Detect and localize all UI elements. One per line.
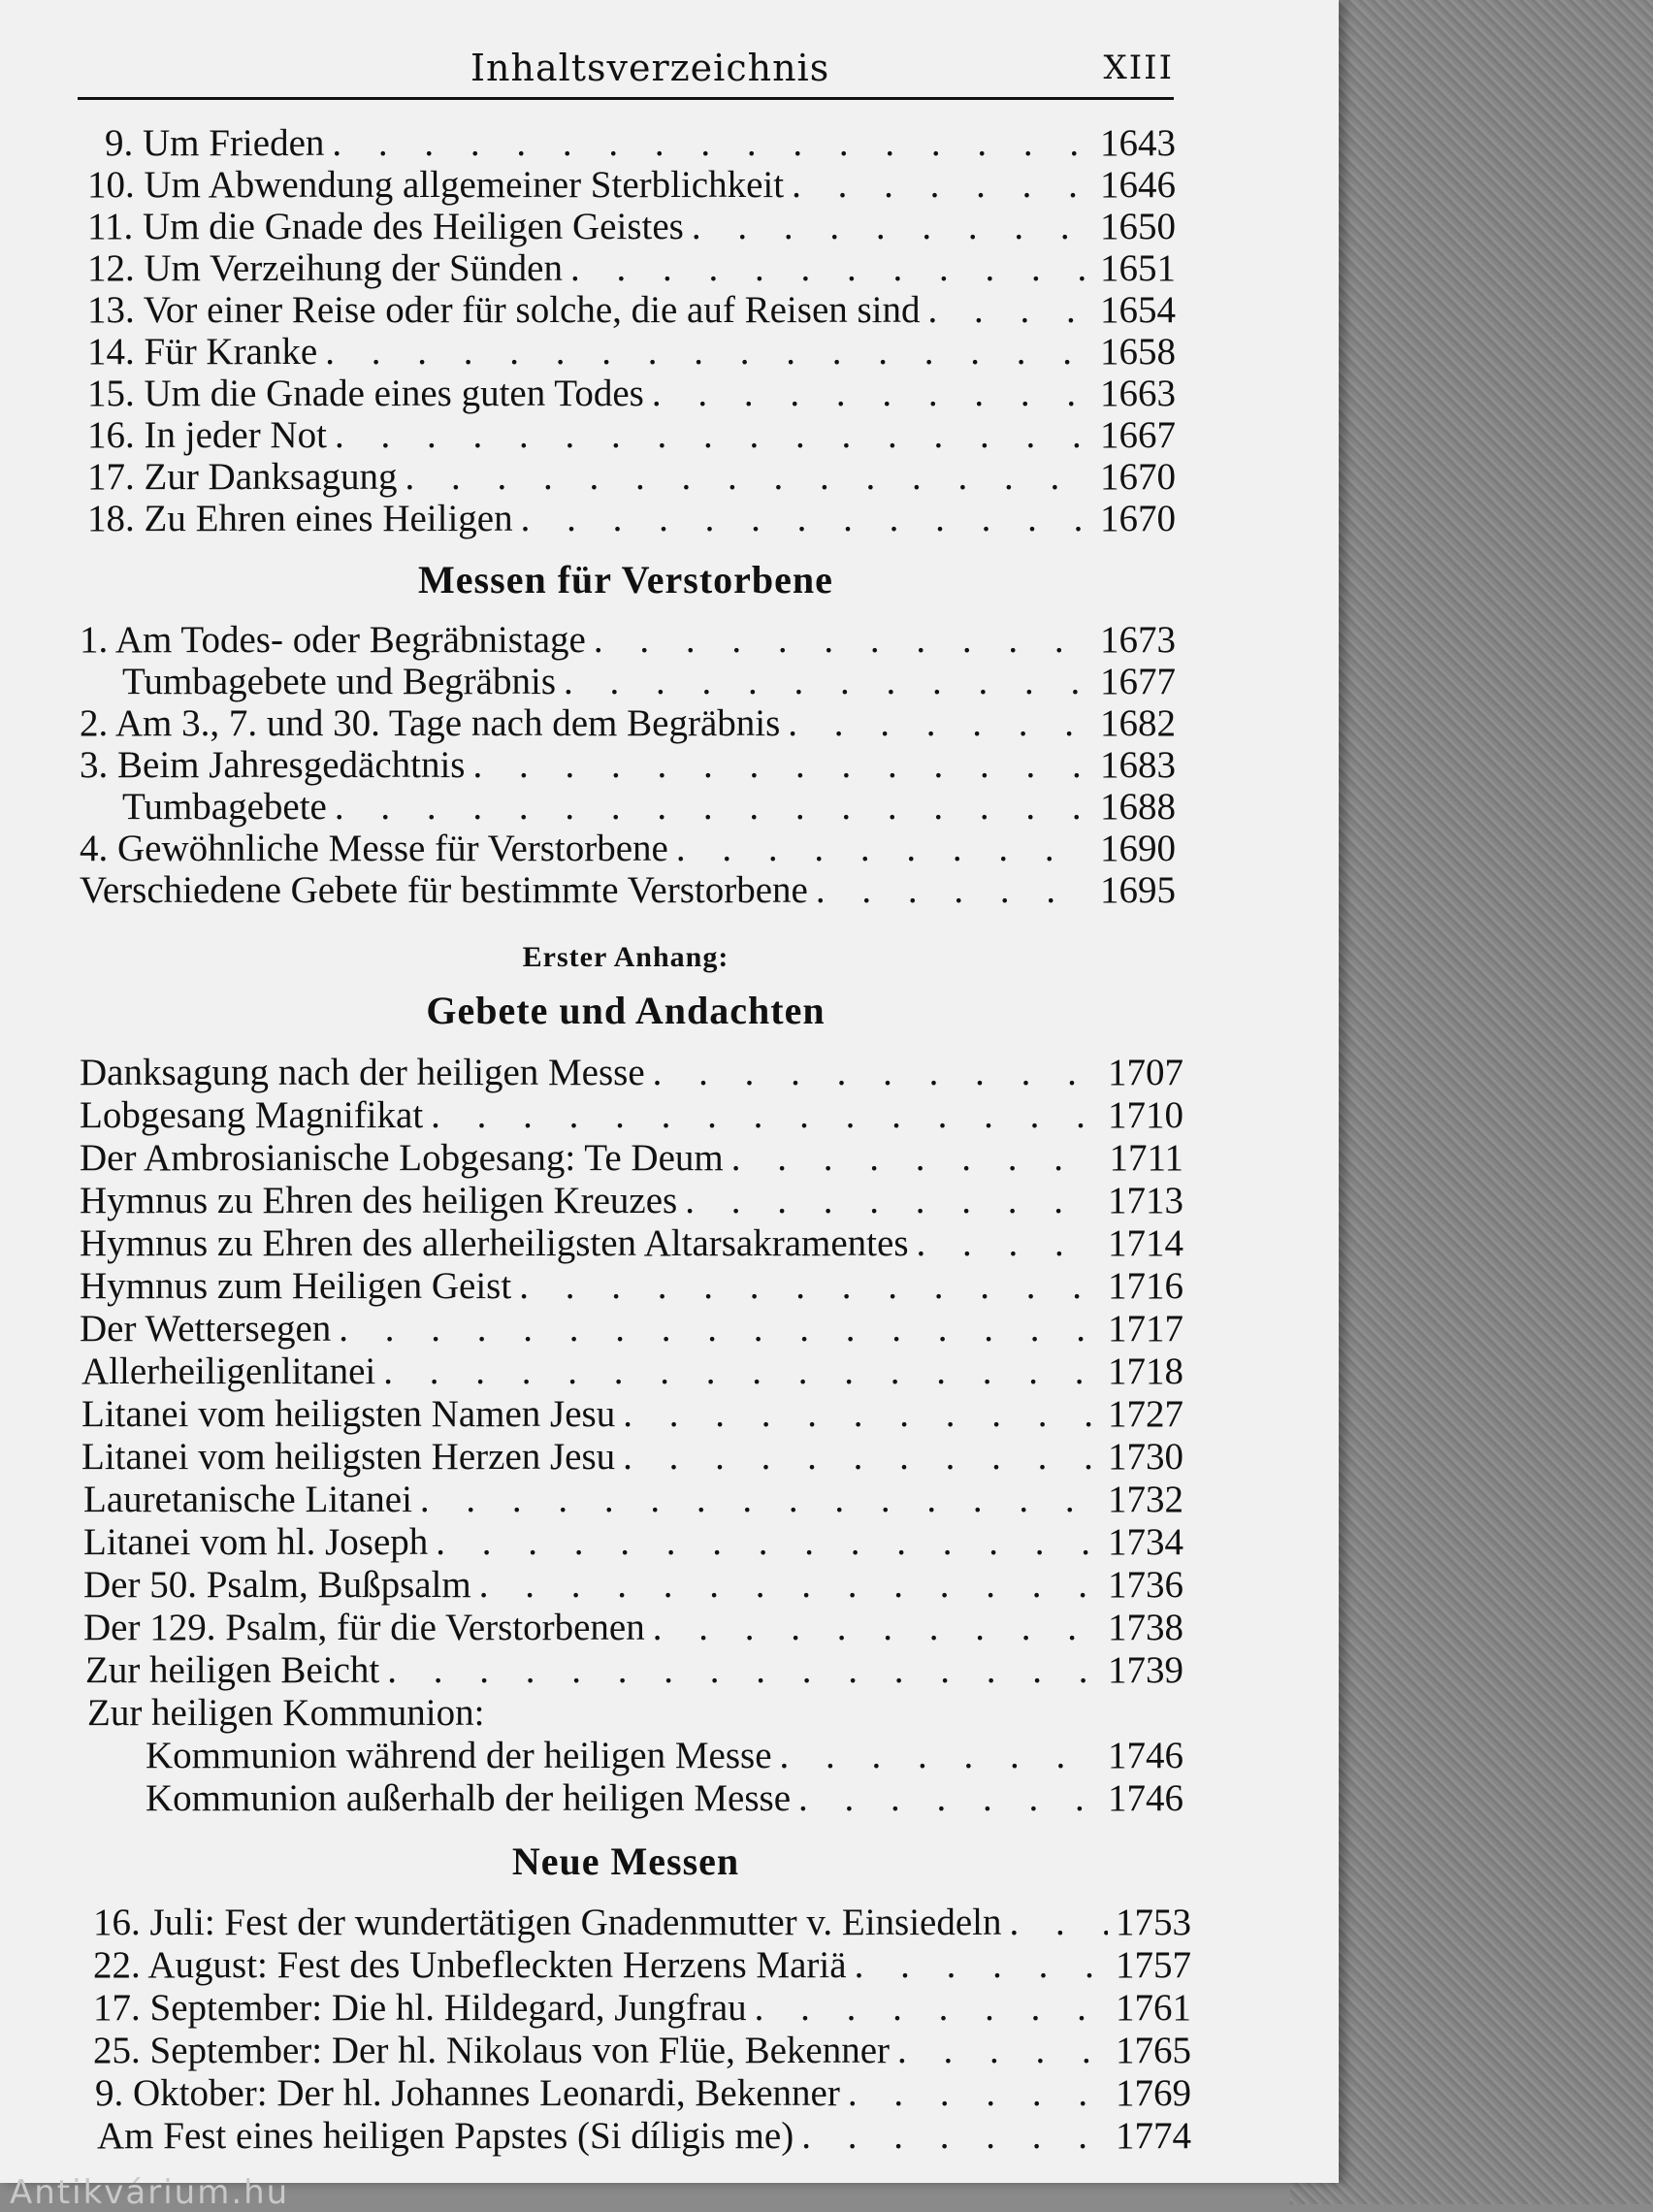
entry-title: 1. Am Todes- oder Begräbnistage <box>80 619 586 661</box>
toc-entry <box>80 1051 1183 1091</box>
section-heading: Neue Messen <box>511 1839 740 1883</box>
entry-page: 1753 <box>1116 1902 1191 1943</box>
toc-entry <box>81 1350 1183 1390</box>
leader-dots <box>570 246 1092 290</box>
entry-title: Allerheiligenlitanei <box>81 1350 376 1392</box>
leader-dots <box>387 1648 1100 1692</box>
entry-page: 1670 <box>1100 498 1176 539</box>
entry-page: 1739 <box>1108 1649 1183 1691</box>
leader-dots <box>420 1478 1100 1521</box>
toc-entry <box>80 1093 1183 1134</box>
entry-page: 1716 <box>1108 1265 1183 1307</box>
toc-entry <box>80 743 1176 784</box>
toc-entry <box>87 1691 1183 1732</box>
toc-entry <box>80 1179 1183 1220</box>
toc-entry <box>83 1478 1183 1518</box>
leader-dots <box>653 1606 1100 1649</box>
leader-dots <box>801 2114 1108 2158</box>
entry-page: 1711 <box>1109 1137 1183 1179</box>
entry-title: 16. Juli: Fest der wundertätigen Gnadenmutter v. Einsiedeln <box>93 1902 1002 1943</box>
toc-entry <box>80 827 1176 867</box>
toc-entry <box>80 618 1176 659</box>
toc-entry <box>87 288 1176 329</box>
entry-page: 1736 <box>1108 1564 1183 1606</box>
toc-entry <box>87 413 1176 454</box>
entry-title: 4. Gewöhnliche Messe für Verstorbene <box>80 828 668 869</box>
entry-page: 1714 <box>1108 1222 1183 1264</box>
toc-entry <box>146 1776 1183 1817</box>
entry-page: 1765 <box>1116 2030 1191 2071</box>
toc-entry <box>122 660 1176 700</box>
entry-page: 1718 <box>1108 1350 1183 1392</box>
toc-entry <box>80 1221 1183 1262</box>
entry-page: 1677 <box>1100 661 1176 702</box>
leader-dots <box>928 288 1092 332</box>
leader-dots <box>917 1221 1101 1265</box>
entry-page: 1654 <box>1100 289 1176 331</box>
entry-title: Kommunion außerhalb der heiligen Messe <box>146 1777 791 1819</box>
toc-entry <box>93 1901 1191 1941</box>
entry-title: 14. Für Kranke <box>87 331 318 373</box>
entry-title: Hymnus zu Ehren des heiligen Kreuzes <box>80 1180 678 1221</box>
entry-title: Kommunion während der heiligen Messe <box>146 1735 772 1776</box>
entry-title: 25. September: Der hl. Nikolaus von Flüe, Bekenner <box>93 2030 890 2071</box>
entry-page: 1761 <box>1116 1987 1191 2029</box>
leader-dots <box>792 163 1092 207</box>
leader-dots <box>335 413 1092 457</box>
entry-title: Verschiedene Gebete für bestimmte Verstorbene <box>80 869 808 911</box>
entry-title: Der Wettersegen <box>80 1308 332 1350</box>
leader-dots <box>685 1179 1100 1222</box>
entry-title: 9. Oktober: Der hl. Johannes Leonardi, Bekenner <box>95 2072 840 2114</box>
entry-page: 1658 <box>1100 331 1176 373</box>
toc-entry <box>87 205 1176 245</box>
leader-dots <box>519 1264 1100 1308</box>
leader-dots <box>897 2029 1108 2072</box>
entry-page: 1707 <box>1108 1052 1183 1093</box>
leader-dots <box>436 1520 1100 1564</box>
toc-entry <box>95 2071 1191 2112</box>
entry-title: 11. Um die Gnade des Heiligen Geistes <box>87 206 684 247</box>
entry-page: 1769 <box>1116 2072 1191 2114</box>
entry-page: 1682 <box>1100 702 1176 744</box>
toc-entry <box>81 1392 1183 1433</box>
entry-page: 1730 <box>1108 1436 1183 1478</box>
leader-dots <box>564 660 1092 703</box>
entry-page: 1774 <box>1116 2115 1191 2157</box>
leader-dots <box>623 1392 1100 1436</box>
entry-page: 1717 <box>1108 1308 1183 1350</box>
toc-entry <box>93 1943 1191 1984</box>
leader-dots <box>855 1943 1108 1987</box>
toc-entry <box>80 868 1176 909</box>
entry-title: Zur heiligen Beicht <box>85 1649 380 1691</box>
entry-title: 2. Am 3., 7. und 30. Tage nach dem Begräbnis <box>80 702 781 744</box>
entry-title: Hymnus zum Heiligen Geist <box>80 1265 512 1307</box>
watermark-text: Antikvárium.hu <box>10 2173 290 2212</box>
entry-page: 1643 <box>1100 122 1176 164</box>
entry-page: 1651 <box>1100 247 1176 289</box>
leader-dots <box>788 701 1092 745</box>
entry-title: 18. Zu Ehren eines Heiligen <box>87 498 513 539</box>
entry-title: Zur heiligen Kommunion: <box>87 1692 485 1734</box>
entry-page: 1713 <box>1108 1180 1183 1221</box>
leader-dots <box>731 1136 1102 1180</box>
entry-title: Lauretanische Litanei <box>83 1479 412 1520</box>
entry-page: 1732 <box>1108 1479 1183 1520</box>
toc-entry <box>87 330 1176 371</box>
toc-entry <box>80 1307 1183 1348</box>
leader-dots <box>692 205 1092 248</box>
entry-title: 22. August: Fest des Unbefleckten Herzens Mariä <box>93 1944 847 1986</box>
entry-title: Der 50. Psalm, Bußpsalm <box>83 1564 471 1606</box>
toc-entry <box>83 1520 1183 1561</box>
toc-entry <box>122 785 1176 826</box>
section-subheading: Erster Anhang: <box>522 941 729 973</box>
leader-dots <box>594 618 1092 662</box>
entry-page: 1695 <box>1100 869 1176 911</box>
entry-title: Tumbagebete <box>122 786 327 828</box>
toc-entry <box>87 372 1176 412</box>
entry-page: 1757 <box>1116 1944 1191 1986</box>
leader-dots <box>405 455 1092 499</box>
leader-dots <box>676 827 1092 870</box>
toc-entry <box>83 1606 1183 1646</box>
entry-page: 1710 <box>1108 1094 1183 1136</box>
leader-dots <box>1010 1901 1108 1944</box>
leader-dots <box>848 2071 1108 2115</box>
entry-title: Hymnus zu Ehren des allerheiligsten Altarsakramentes <box>80 1222 909 1264</box>
entry-title: Der 129. Psalm, für die Verstorbenen <box>83 1607 645 1648</box>
entry-page: 1746 <box>1108 1735 1183 1776</box>
leader-dots <box>780 1734 1100 1777</box>
toc-entry <box>87 163 1176 204</box>
toc-entry <box>80 1264 1183 1305</box>
leader-dots <box>755 1986 1108 2030</box>
entry-title: 17. September: Die hl. Hildegard, Jungfrau <box>93 1987 747 2029</box>
entry-title: 16. In jeder Not <box>87 414 327 456</box>
leader-dots <box>479 1563 1100 1607</box>
entry-page: 1646 <box>1100 164 1176 206</box>
toc-entry <box>93 2029 1191 2069</box>
toc-entry <box>87 455 1176 496</box>
entry-title: 3. Beim Jahresgedächtnis <box>80 744 466 786</box>
toc-entry <box>85 1648 1183 1689</box>
entry-title: Litanei vom heiligsten Herzen Jesu <box>81 1436 616 1478</box>
entry-page: 1663 <box>1100 373 1176 414</box>
entry-page: 1667 <box>1100 414 1176 456</box>
toc-entry <box>80 701 1176 742</box>
entry-page: 1683 <box>1100 744 1176 786</box>
leader-dots <box>623 1435 1100 1479</box>
leader-dots <box>653 1051 1100 1094</box>
entry-title: 12. Um Verzeihung der Sünden <box>87 247 563 289</box>
toc-entry <box>146 1734 1183 1774</box>
toc-entry <box>105 121 1176 162</box>
entry-title: Litanei vom heiligsten Namen Jesu <box>81 1393 616 1435</box>
entry-page: 1727 <box>1108 1393 1183 1435</box>
leader-dots <box>383 1350 1100 1393</box>
entry-page: 1673 <box>1100 619 1176 661</box>
entry-title: 13. Vor einer Reise oder für solche, die auf Reisen sind <box>87 289 921 331</box>
background-surface <box>1290 0 1653 2204</box>
leader-dots <box>339 1307 1100 1350</box>
leader-dots <box>521 497 1092 540</box>
page-number: XIII <box>1103 49 1174 87</box>
entry-page: 1738 <box>1108 1607 1183 1648</box>
page-title: Inhaltsverzeichnis <box>470 47 830 89</box>
entry-title: 17. Zur Danksagung <box>87 456 398 498</box>
entry-page: 1734 <box>1108 1521 1183 1563</box>
entry-page: 1746 <box>1108 1777 1183 1819</box>
entry-title: 15. Um die Gnade eines guten Todes <box>87 373 644 414</box>
toc-entry <box>83 1563 1183 1604</box>
section-heading: Messen für Verstorbene <box>418 558 833 602</box>
leader-dots <box>335 785 1092 829</box>
toc-entry <box>80 1136 1183 1177</box>
entry-title: Tumbagebete und Begräbnis <box>122 661 556 702</box>
section-heading: Gebete und Andachten <box>426 989 826 1032</box>
entry-title: Litanei vom hl. Joseph <box>83 1521 429 1563</box>
leader-dots <box>325 330 1092 374</box>
toc-entry <box>81 1435 1183 1476</box>
entry-page: 1670 <box>1100 456 1176 498</box>
entry-page: 1650 <box>1100 206 1176 247</box>
toc-entry <box>93 1986 1191 2027</box>
entry-page: 1688 <box>1100 786 1176 828</box>
toc-entry <box>87 497 1176 537</box>
entry-title: Am Fest eines heiligen Papstes (Si díligis me) <box>97 2115 794 2157</box>
entry-title: Lobgesang Magnifikat <box>80 1094 424 1136</box>
leader-dots <box>332 121 1092 165</box>
leader-dots <box>816 868 1092 912</box>
entry-page: 1690 <box>1100 828 1176 869</box>
leader-dots <box>431 1093 1100 1137</box>
entry-title: Der Ambrosianische Lobgesang: Te Deum <box>80 1137 724 1179</box>
entry-title: 10. Um Abwendung allgemeiner Sterblichkeit <box>87 164 785 206</box>
toc-entry <box>87 246 1176 287</box>
leader-dots <box>652 372 1092 415</box>
entry-title: 9. Um Frieden <box>105 122 325 164</box>
entry-title: Danksagung nach der heiligen Messe <box>80 1052 645 1093</box>
toc-entry <box>97 2114 1191 2155</box>
page-header <box>78 39 1174 100</box>
leader-dots <box>798 1776 1100 1820</box>
leader-dots <box>472 743 1092 787</box>
